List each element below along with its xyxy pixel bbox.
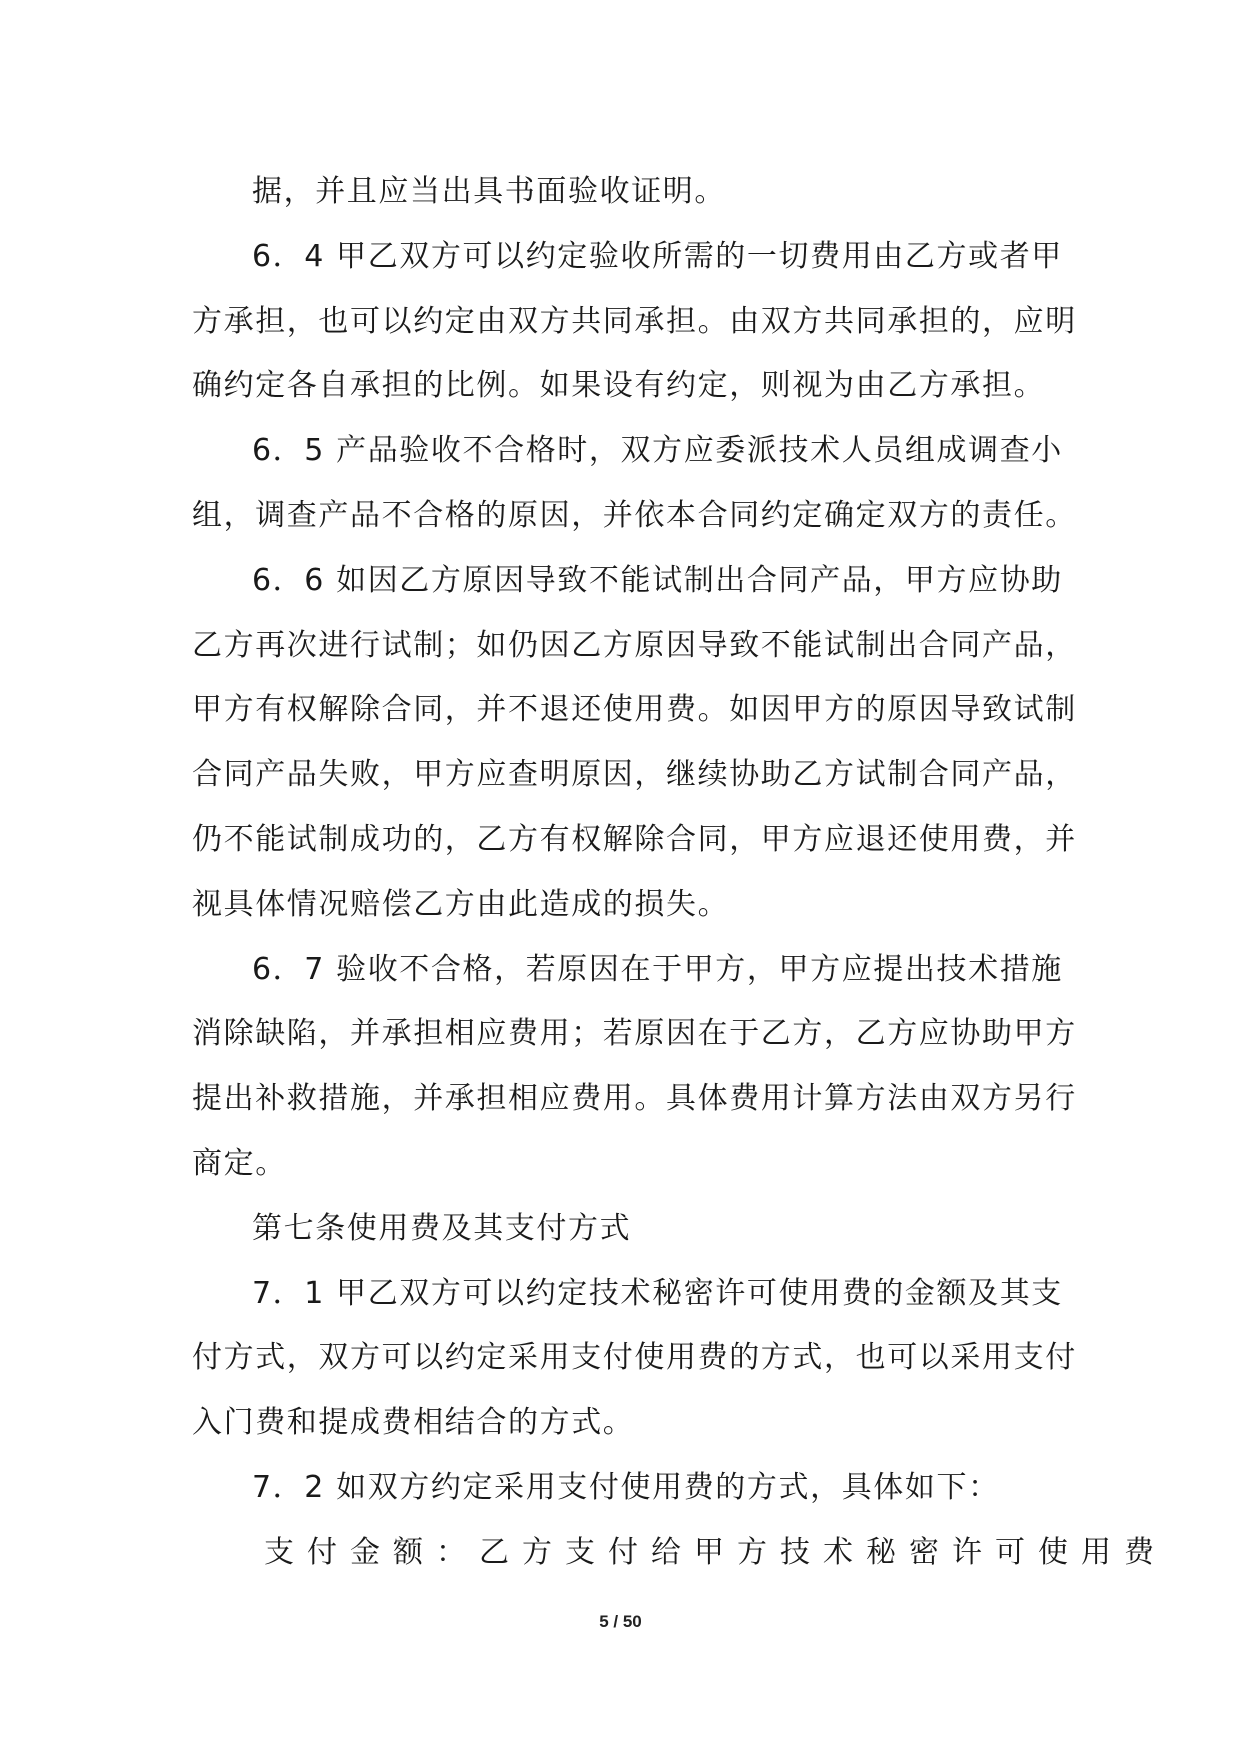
text-line: 付方式，双方可以约定采用支付使用费的方式，也可以采用支付 [192,1340,1077,1376]
text-line: 入门费和提成费相结合的方式。 [192,1405,635,1441]
text-line: 仍不能试制成功的，乙方有权解除合同，甲方应退还使用费，并 [192,821,1077,857]
clause-7-1-line: 7．1 甲乙双方可以约定技术秘密许可使用费的金额及其支 [252,1275,1063,1311]
clause-6-4-line: 6．4 甲乙双方可以约定验收所需的一切费用由乙方或者甲 [252,238,1063,274]
clause-6-5-line: 6．5 产品验收不合格时，双方应委派技术人员组成调查小 [252,433,1063,469]
text-line: 商定。 [192,1145,287,1181]
clause-6-7-line: 6．7 验收不合格，若原因在于甲方，甲方应提出技术措施 [252,951,1063,987]
text-line: 方承担，也可以约定由双方共同承担。由双方共同承担的，应明 [192,303,1077,339]
text-line: 确约定各自承担的比例。如果设有约定，则视为由乙方承担。 [192,368,1046,404]
text-line: 据，并且应当出具书面验收证明。 [252,174,726,209]
text-line: 消除缺陷，并承担相应费用；若原因在于乙方，乙方应协助甲方 [192,1016,1077,1052]
page-number: 5 / 50 [599,1612,642,1631]
clause-7-2-line: 7．2 如双方约定采用支付使用费的方式，具体如下： [252,1469,1000,1505]
text-line: 提出补救措施，并承担相应费用。具体费用计算方法由双方另行 [192,1081,1077,1117]
payment-amount-line: 支付金额：乙方支付给甲方技术秘密许可使用费 [264,1534,1167,1570]
document-body [192,160,1167,1586]
text-line: 合同产品失败，甲方应查明原因，继续协助乙方试制合同产品， [192,757,1077,793]
clause-6-6-line: 6．6 如因乙方原因导致不能试制出合同产品，甲方应协助 [252,562,1063,598]
text-line: 视具体情况赔偿乙方由此造成的损失。 [192,886,730,922]
text-line: 组，调查产品不合格的原因，并依本合同约定确定双方的责任。 [192,497,1077,533]
text-line: 乙方再次进行试制；如仍因乙方原因导致不能试制出合同产品， [192,627,1077,663]
text-line: 甲方有权解除合同，并不退还使用费。如因甲方的原因导致试制 [192,692,1077,728]
article-7-heading: 第七条使用费及其支付方式 [252,1210,632,1246]
